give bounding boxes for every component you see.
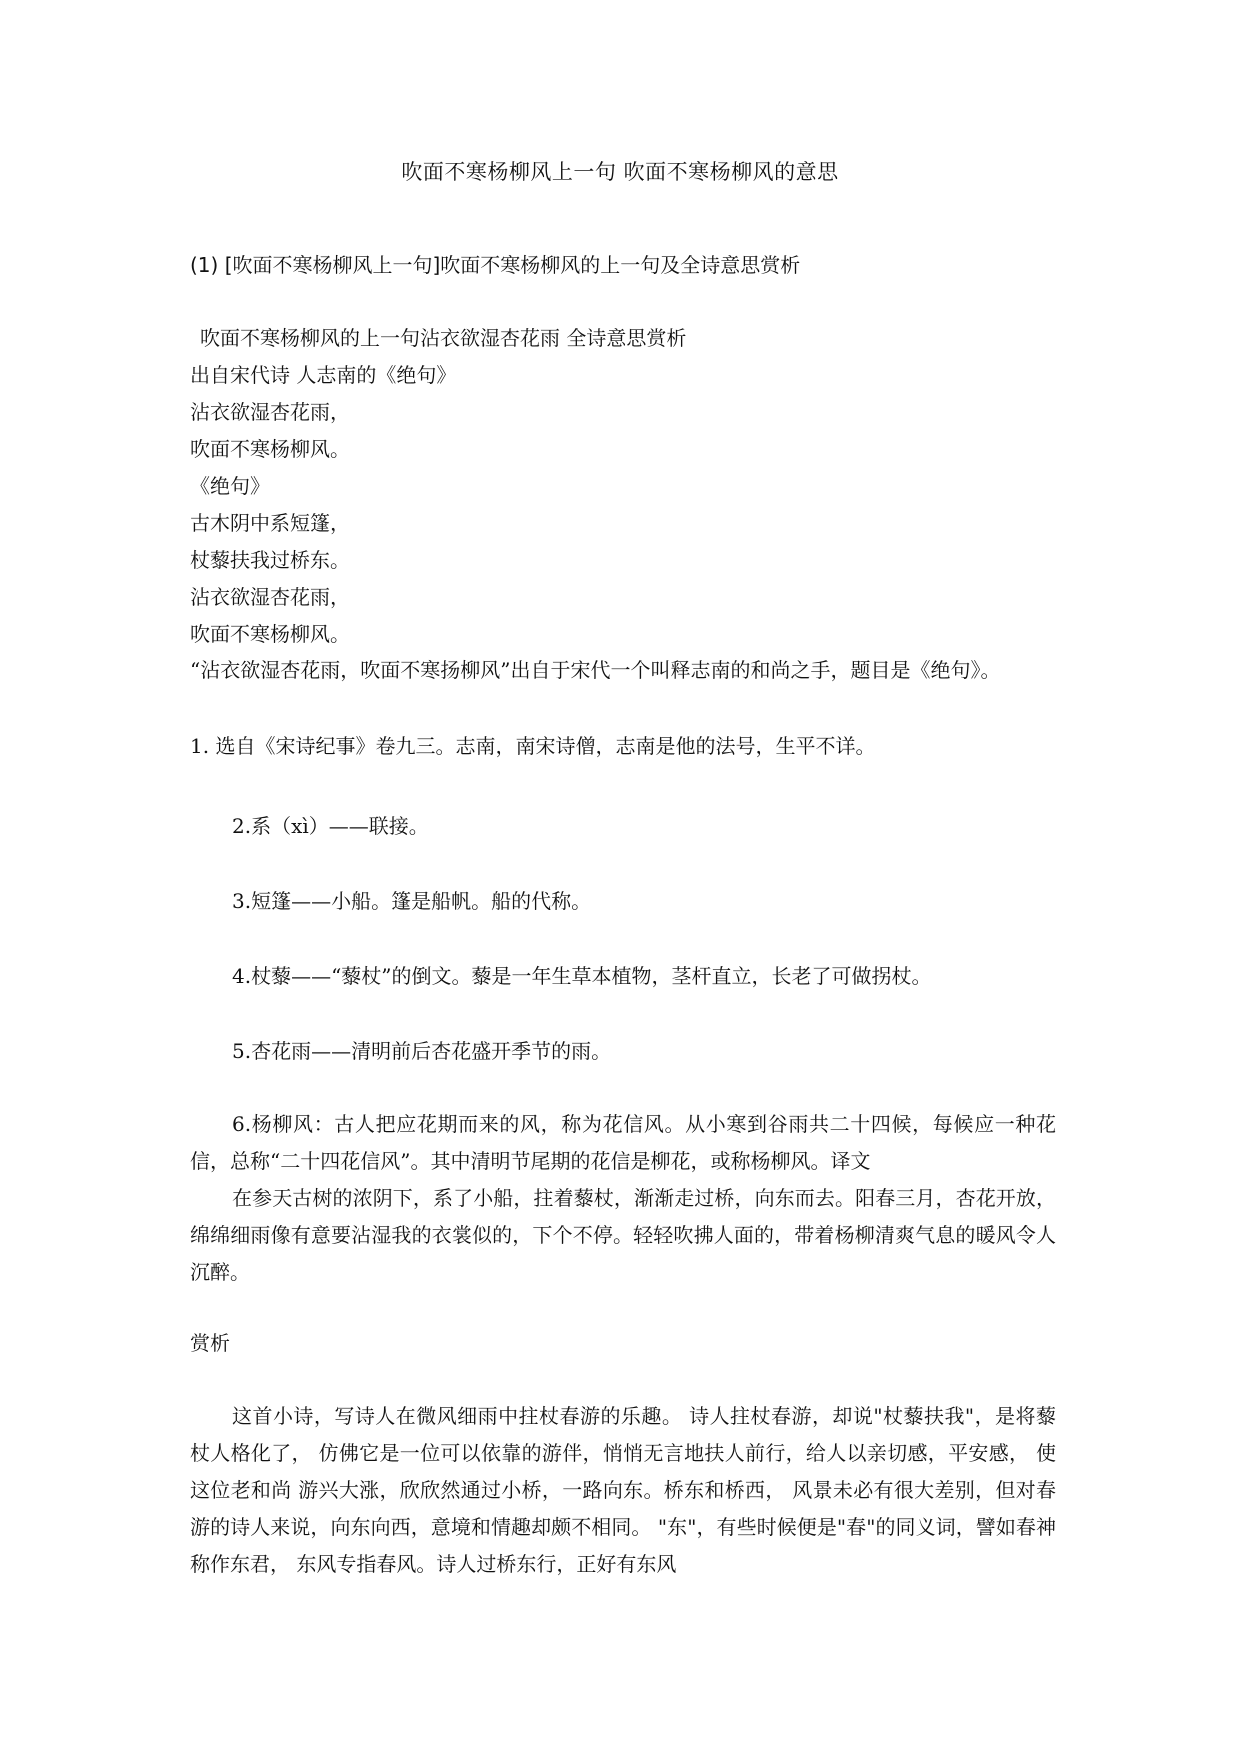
quote-line: 沾衣欲湿杏花雨， (190, 400, 350, 424)
note-item: 5.杏花雨——清明前后杏花盛开季节的雨。 (232, 1039, 612, 1063)
note-item: 3.短篷——小船。篷是船帆。船的代称。 (232, 889, 592, 913)
poem-title: 《绝句》 (190, 474, 270, 498)
appreciation-heading: 赏析 (190, 1331, 230, 1355)
section-heading: (1) [吹面不寒杨柳风上一句]吹面不寒杨柳风的上一句及全诗意思赏析 (190, 253, 801, 277)
quote-line: 吹面不寒杨柳风。 (190, 437, 350, 461)
poem-line: 古木阴中系短篷， (190, 511, 350, 535)
poem-line: 沾衣欲湿杏花雨， (190, 585, 350, 609)
intro-line: 吹面不寒杨柳风的上一句沾衣欲湿杏花雨 全诗意思赏析 (200, 326, 687, 350)
poem-line: 吹面不寒杨柳风。 (190, 622, 350, 646)
poem-line: 杖藜扶我过桥东。 (190, 548, 350, 572)
note-item: 6.杨柳风：古人把应花期而来的风，称为花信风。从小寒到谷雨共二十四候，每候应一种花信，总称“二十四花信风”。其中清明节尾期的花信是柳花，或称杨柳风。译文 (190, 1112, 1056, 1173)
note-item: 2.系（xì）——联接。 (232, 814, 429, 838)
origin-paragraph: “沾衣欲湿杏花雨，吹面不寒扬柳风”出自于宋代一个叫释志南的和尚之手，题目是《绝句》。 (190, 658, 1001, 682)
appreciation-paragraph: 这首小诗，写诗人在微风细雨中拄杖春游的乐趣。 诗人拄杖春游，却说"杖藜扶我"，是将藜杖人格化了， 仿佛它是一位可以依靠的游伴，悄悄无言地扶人前行，给人以亲切感，平安感， 使这位老和尚 游兴大涨，欣欣然通过小桥，一路向东。桥东和桥西， 风景未必有很大差别，但对春游的诗人来说，向东向西，意境和情趣却颇不相同。 "东"，有些时候便是"春"的同义词，譬如春神称作东君， 东风专指春风。诗人过桥东行，正好有东风 (190, 1404, 1056, 1576)
translation-paragraph: 在参天古树的浓阴下，系了小船，拄着藜杖，渐渐走过桥，向东而去。阳春三月，杏花开放，绵绵细雨像有意要沾湿我的衣裳似的，下个不停。轻轻吹拂人面的，带着杨柳清爽气息的暖风令人沉醉。 (190, 1186, 1056, 1284)
source-line: 出自宋代诗 人志南的《绝句》 (190, 363, 457, 387)
page-title: 吹面不寒杨柳风上一句 吹面不寒杨柳风的意思 (401, 160, 839, 184)
note-item: 4.杖藜——“藜杖”的倒文。藜是一年生草本植物，茎杆直立，长老了可做拐杖。 (232, 964, 932, 988)
note-item: 1. 选自《宋诗纪事》卷九三。志南，南宋诗僧，志南是他的法号，生平不详。 (190, 734, 876, 758)
